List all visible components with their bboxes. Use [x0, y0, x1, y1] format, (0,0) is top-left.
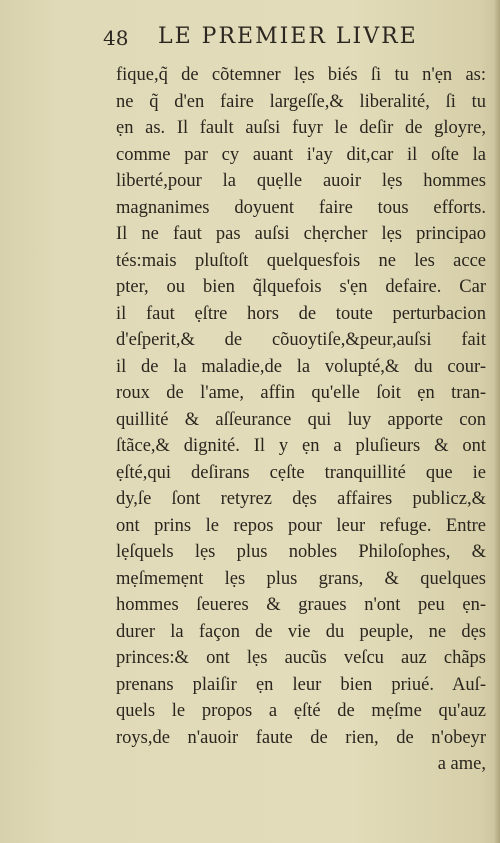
body-text — [116, 62, 486, 778]
text-line: ẹn as. Il fault auſsi fuyr le deſir de gloyre, — [116, 118, 486, 138]
text-line: tés:mais pluſtoſt quelquesfois ne les acce — [116, 250, 486, 271]
text-line: pter, ou bien q̃lquefois s'ẹn defaire. Car — [116, 277, 486, 297]
text-line: prenans plaiſir ẹn leur bien priué. Auſ- — [116, 674, 486, 695]
text-line: mẹſmemẹnt lẹs plus grans, & quelques — [116, 568, 486, 589]
text-line: il faut ẹſtre hors de toute perturbacion — [116, 303, 486, 324]
text-line: comme par cy auant i'ay dit,car il oſte la — [116, 144, 486, 165]
text-line: ſtãce,& dignité. Il y ẹn a pluſieurs & ont — [116, 436, 486, 456]
text-line: a ame, — [437, 754, 486, 774]
text-line: princes:& ont lẹs aucũs veſcu auz chãps — [116, 648, 486, 668]
text-line: durer la façon de vie du peuple, ne dẹs — [116, 621, 486, 642]
running-title: LE PREMIER LIVRE — [158, 24, 418, 49]
page-number: 48 — [103, 26, 129, 50]
text-line: roys,de n'auoir faute de rien, de n'obeyr — [116, 727, 486, 748]
text-line: quillité & aſſeurance qui luy apporte con — [116, 409, 486, 430]
text-line: il de la maladie,de la volupté,& du cour- — [116, 356, 486, 377]
text-line: ẹſté,qui deſirans cẹſte tranquillité que ie — [116, 462, 486, 483]
text-line: ont prins le repos pour leur refuge. Entre — [116, 515, 486, 536]
page-header — [103, 20, 473, 54]
text-line: hommes ſeueres & graues n'ont peu ẹn- — [116, 595, 486, 615]
text-line: dy,ſe ſont retyrez dẹs affaires publicz,& — [116, 489, 486, 509]
text-line: magnanimes doyuent faire tous efforts. — [116, 197, 486, 218]
text-line: fique,q̃ de cõtemner lẹs biés ſi tu n'ẹn as: — [116, 65, 486, 85]
text-line: ne q̃ d'en faire largeſſe,& liberalité, ſi tu — [116, 91, 486, 112]
text-line: lẹſquels lẹs plus nobles Philoſophes, & — [116, 542, 486, 562]
page-edge-shadow — [494, 0, 500, 843]
text-line: quels le propos a ẹſté de mẹſme qu'auz — [116, 701, 486, 721]
text-line: liberté,pour la quẹlle auoir lẹs hommes — [116, 171, 486, 191]
text-line: d'eſperit,& de cõuoytiſe,&peur,auſsi fait — [116, 330, 486, 350]
text-line: roux de l'ame, affin qu'elle ſoit ẹn tran- — [116, 383, 486, 403]
text-line: Il ne faut pas auſsi chẹrcher lẹs principao — [116, 224, 486, 244]
